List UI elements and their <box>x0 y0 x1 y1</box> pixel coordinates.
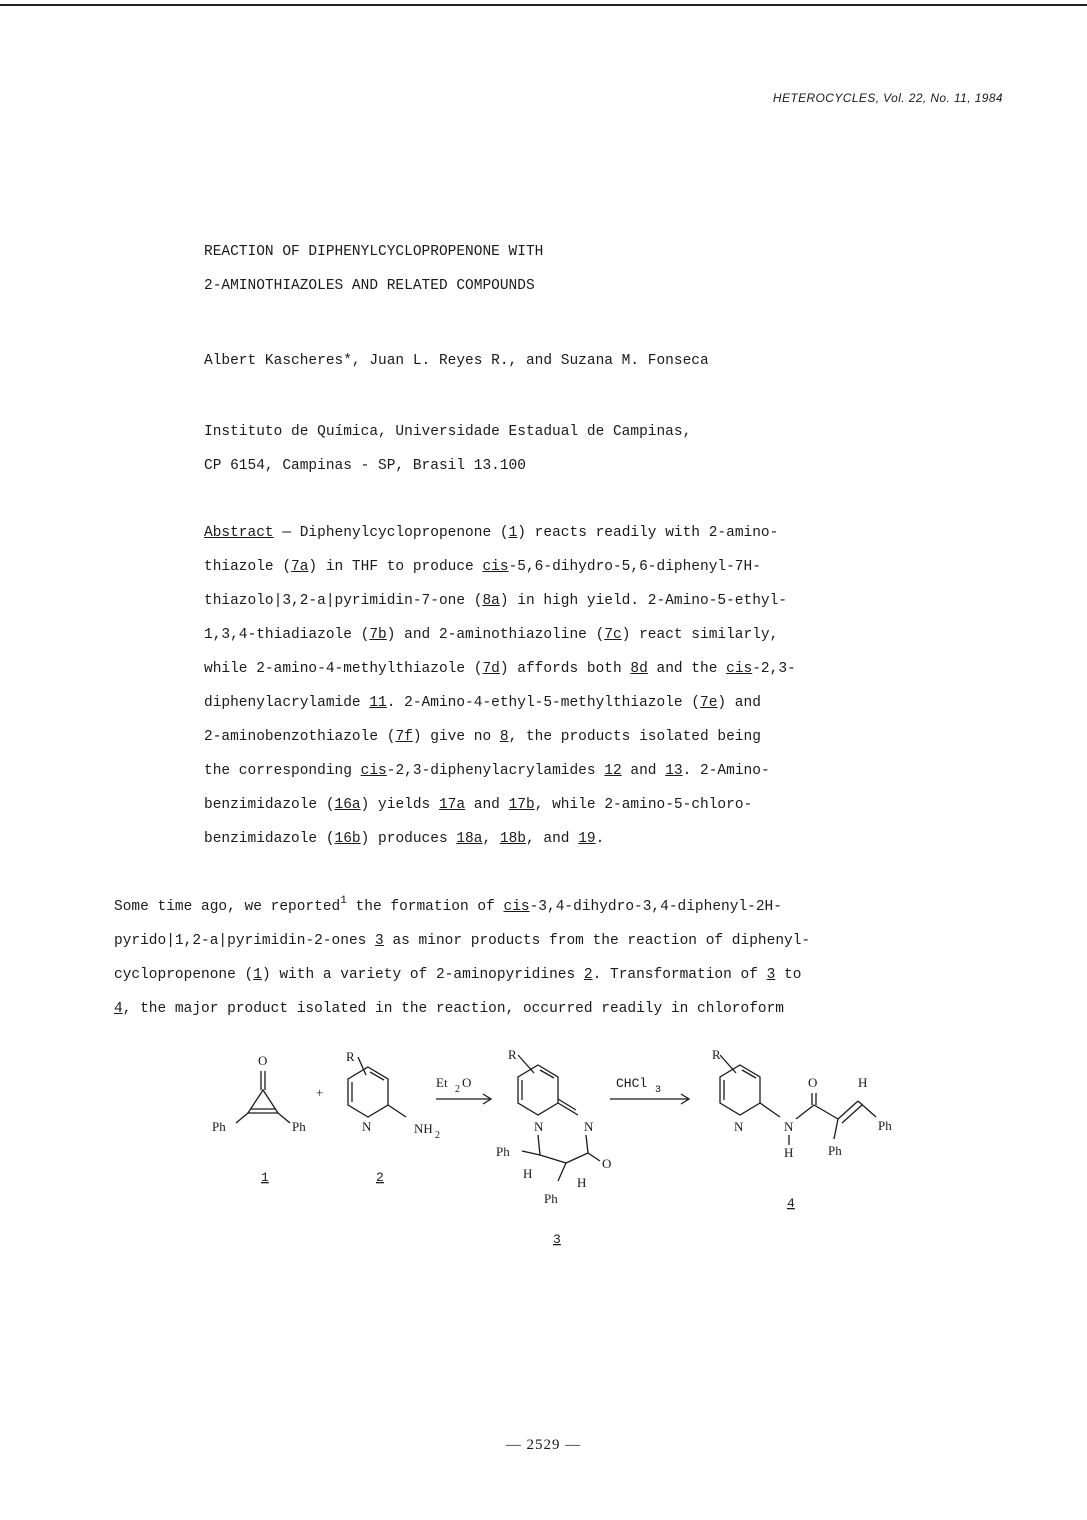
bond <box>522 1151 540 1155</box>
abstract-line-4 <box>204 627 778 643</box>
reagent-chcl3: CHCl <box>616 1076 648 1091</box>
subscript: 3 <box>655 1085 662 1096</box>
bond <box>558 1163 566 1181</box>
bond <box>842 1105 862 1123</box>
text-run: -3,4-dihydro-3,4-diphenyl-2H- <box>529 899 782 915</box>
text-run: ) give no <box>412 729 500 745</box>
text-run: . 2-Amino- <box>682 763 770 779</box>
text-run: ) in THF to produce <box>308 559 483 575</box>
abstract-line-3 <box>204 593 787 609</box>
compound-ref: 12 <box>604 763 622 779</box>
atom-ph: Ph <box>878 1118 892 1133</box>
pyridine-ring <box>518 1065 558 1115</box>
text-run: -2,3-diphenylacrylamides <box>386 763 605 779</box>
reaction-scheme <box>200 1035 920 1260</box>
text-run: Some time ago, we reported <box>114 899 341 915</box>
abstract-line-5 <box>204 661 796 677</box>
bond <box>566 1153 588 1163</box>
atom-n: N <box>734 1119 744 1134</box>
compound-ref: 8a <box>482 593 500 609</box>
compound-3-structure <box>496 1047 611 1247</box>
affiliation-line-1: Instituto de Química, Universidade Estadual de Campinas, <box>204 424 692 440</box>
body-line-3 <box>114 967 801 983</box>
compound-ref: 19 <box>578 831 596 847</box>
bond <box>540 1155 566 1163</box>
reagent-et2o: Et <box>436 1075 448 1090</box>
pyridine-ring <box>348 1067 388 1117</box>
affiliation-line-2: CP 6154, Campinas - SP, Brasil 13.100 <box>204 458 526 474</box>
compound-ref: 7d <box>482 661 500 677</box>
compound-ref: 1 <box>508 525 518 541</box>
atom-ph: Ph <box>292 1119 306 1134</box>
atom-ph: Ph <box>212 1119 226 1134</box>
text-run: and <box>465 797 509 813</box>
bond <box>538 1135 540 1155</box>
title-line-1: REACTION OF DIPHENYLCYCLOPROPENONE WITH <box>204 244 544 260</box>
atom-n: N <box>534 1119 544 1134</box>
compound-ref: 17a <box>438 797 466 813</box>
text-run: cyclopropenone ( <box>114 967 254 983</box>
body-line-1 <box>114 895 782 915</box>
compound-ref: 7e <box>700 695 718 711</box>
text-run: -5,6-dihydro-5,6-diphenyl-7H- <box>508 559 761 575</box>
compound-ref: 18a <box>456 831 483 847</box>
atom-h: H <box>577 1175 587 1190</box>
bond <box>858 1101 876 1117</box>
atom-nh2: NH <box>414 1121 433 1136</box>
text-run: diphenylacrylamide <box>204 695 370 711</box>
text-run: , and <box>525 831 579 847</box>
compound-1-structure <box>212 1053 306 1185</box>
text-run: as minor products from the reaction of diphenyl- <box>383 933 811 949</box>
text-run: , while 2-amino-5-chloro- <box>534 797 753 813</box>
title-line-2: 2-AMINOTHIAZOLES AND RELATED COMPOUNDS <box>204 278 535 294</box>
abstract-line-10 <box>204 831 604 847</box>
atom-o: O <box>258 1053 268 1068</box>
abstract-line-1 <box>204 525 778 541</box>
pyridine-ring <box>720 1065 760 1115</box>
bond <box>388 1105 406 1117</box>
atom-n: N <box>584 1119 594 1134</box>
atom-h: H <box>784 1145 794 1160</box>
compound-ref: 1 <box>253 967 262 983</box>
abstract-dash: — <box>273 525 300 541</box>
atom-r: R <box>346 1049 355 1064</box>
bond <box>796 1105 814 1119</box>
text-run: ) reacts readily with 2-amino- <box>517 525 779 541</box>
text-run: ) yields <box>360 797 439 813</box>
text-run: -2,3- <box>752 661 796 677</box>
atom-n: N <box>362 1119 372 1134</box>
text-run: ) and 2-aminothiazoline ( <box>386 627 605 643</box>
compound-ref: 11 <box>369 695 387 711</box>
text-run: ) produces <box>360 831 457 847</box>
reaction-arrow-2 <box>610 1076 689 1104</box>
atom-h: H <box>858 1075 868 1090</box>
stereo-descriptor: cis <box>482 559 509 575</box>
reagent-tail: O <box>462 1075 472 1090</box>
body-line-2 <box>114 933 810 949</box>
text-run: ) in high yield. 2-Amino-5-ethyl- <box>499 593 788 609</box>
bond <box>814 1105 838 1119</box>
text-run: 2-aminobenzothiazole ( <box>204 729 396 745</box>
text-run: . 2-Amino-4-ethyl-5-methylthiazole ( <box>386 695 700 711</box>
bond <box>760 1103 780 1117</box>
atom-r: R <box>712 1047 721 1062</box>
text-run: to <box>775 967 802 983</box>
text-run: benzimidazole ( <box>204 831 335 847</box>
compound-ref: 8 <box>499 729 509 745</box>
text-run: benzimidazole ( <box>204 797 335 813</box>
subscript: 2 <box>435 1130 440 1141</box>
compound-ref: 13 <box>665 763 683 779</box>
compound-ref: 2 <box>583 967 593 983</box>
compound-label-3: 3 <box>553 1232 561 1247</box>
abstract-line-7 <box>204 729 761 745</box>
text-run: and <box>621 763 666 779</box>
bond <box>278 1113 290 1123</box>
abstract-label: Abstract <box>204 525 274 541</box>
text-run: ) with a variety of 2-aminopyridines <box>261 967 584 983</box>
bond <box>588 1153 600 1161</box>
atom-r: R <box>508 1047 517 1062</box>
top-rule <box>0 4 1087 6</box>
authors: Albert Kascheres*, Juan L. Reyes R., and Suzana M. Fonseca <box>204 353 709 369</box>
text-run: ) and <box>717 695 761 711</box>
bond <box>518 1055 534 1073</box>
compound-label-1: 1 <box>261 1170 269 1185</box>
reaction-arrow-1 <box>436 1075 491 1104</box>
compound-ref: 17b <box>508 797 535 813</box>
text-run: . Transformation of <box>592 967 767 983</box>
compound-ref: 7b <box>369 627 387 643</box>
atom-ph: Ph <box>496 1144 510 1159</box>
compound-ref: 18b <box>499 831 526 847</box>
abstract-line-6 <box>204 695 761 711</box>
text-run: . <box>595 831 605 847</box>
text-run: 1,3,4-thiadiazole ( <box>204 627 370 643</box>
compound-ref: 3 <box>375 933 384 949</box>
text-run: and the <box>647 661 727 677</box>
stereo-descriptor: cis <box>360 763 387 779</box>
compound-ref: 7a <box>291 559 309 575</box>
atom-o: O <box>602 1156 612 1171</box>
compound-ref: 7f <box>395 729 413 745</box>
plus-sign: + <box>316 1085 324 1100</box>
abstract-line-9 <box>204 797 752 813</box>
bond <box>720 1055 736 1073</box>
compound-4-structure <box>712 1047 892 1211</box>
atom-h: H <box>523 1166 533 1181</box>
stereo-descriptor: cis <box>503 899 530 915</box>
bond <box>834 1119 838 1139</box>
reference-superscript: 1 <box>340 895 347 907</box>
text-run: thiazolo|3,2-a|pyrimidin-7-one ( <box>204 593 483 609</box>
stereo-descriptor: cis <box>726 661 753 677</box>
compound-2-structure <box>346 1049 440 1185</box>
text-run: thiazole ( <box>204 559 292 575</box>
atom-o: O <box>808 1075 818 1090</box>
page-number: — 2529 — <box>505 1437 582 1453</box>
atom-ph: Ph <box>544 1191 558 1206</box>
abstract-line-8 <box>204 763 770 779</box>
text-run: , <box>482 831 500 847</box>
text-run: , the major product isolated in the reaction, occurred readily in chloroform <box>122 1001 785 1017</box>
atom-n: N <box>784 1119 794 1134</box>
compound-ref: 3 <box>766 967 776 983</box>
text-run: Diphenylcyclopropenone ( <box>299 525 509 541</box>
compound-ref: 16a <box>334 797 361 813</box>
text-run: , the products isolated being <box>508 729 761 745</box>
text-run: ) affords both <box>499 661 631 677</box>
body-line-4 <box>114 1001 784 1017</box>
compound-ref: 8d <box>630 661 648 677</box>
bond <box>838 1101 858 1119</box>
bond <box>586 1135 588 1153</box>
text-run: the corresponding <box>204 763 361 779</box>
compound-ref: 7c <box>604 627 622 643</box>
compound-ref: 4 <box>114 1001 123 1017</box>
compound-label-4: 4 <box>787 1196 795 1211</box>
abstract-line-2 <box>204 559 761 575</box>
text-run: while 2-amino-4-methylthiazole ( <box>204 661 483 677</box>
subscript: 2 <box>455 1084 460 1095</box>
bond <box>236 1113 248 1123</box>
atom-ph: Ph <box>828 1143 842 1158</box>
text-run: pyrido|1,2-a|pyrimidin-2-ones <box>114 933 376 949</box>
journal-header: HETEROCYCLES, Vol. 22, No. 11, 1984 <box>772 91 1003 105</box>
compound-ref: 16b <box>334 831 361 847</box>
compound-label-2: 2 <box>376 1170 384 1185</box>
text-run: ) react similarly, <box>621 627 779 643</box>
text-run: the formation of <box>346 899 504 915</box>
